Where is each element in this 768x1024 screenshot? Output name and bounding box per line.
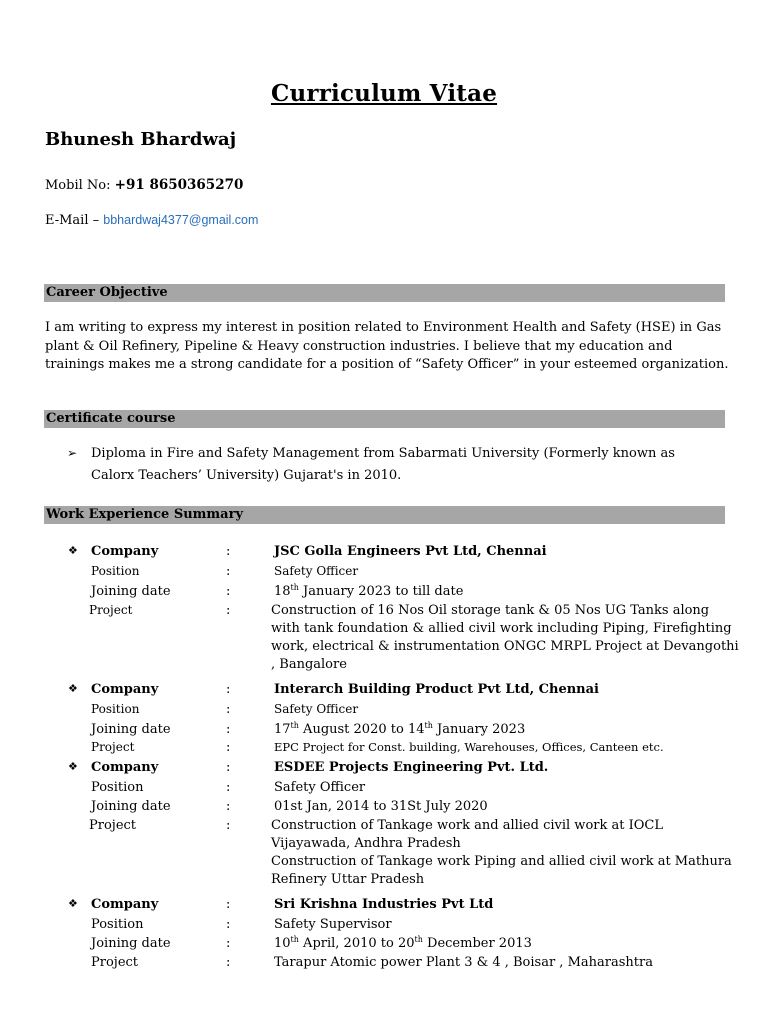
job-1-joining-date: 18th January 2023 to till date (274, 583, 464, 599)
job-3-position: Safety Officer (274, 780, 366, 795)
candidate-name: Bhunesh Bhardwaj (45, 129, 237, 150)
diamond-bullet-icon: ❖ (68, 682, 78, 695)
job-1-project: Construction of 16 Nos Oil storage tank & 05 Nos UG Tanks along with tank foundation & allied civil work including Piping, Firefighting work, electrical & instrumentation ONGC MRPL Project at Devangothi , Bangalore (271, 603, 739, 672)
joining-date-label: Joining date (91, 584, 171, 599)
job-4-position: Safety Supervisor (274, 917, 392, 932)
section-header-career-objective: Career Objective (44, 284, 725, 302)
diamond-bullet-icon: ❖ (68, 544, 78, 557)
project-label: Project (89, 603, 133, 617)
colon: : (226, 740, 231, 755)
job-2-position: Safety Officer (274, 702, 359, 716)
position-label: Position (91, 780, 144, 795)
email-line (45, 213, 258, 228)
job-2-joining-date: 17th August 2020 to 14th January 2023 (274, 721, 526, 737)
job-3-joining-date: 01st Jan, 2014 to 31St July 2020 (274, 799, 488, 814)
joining-date-label: Joining date (91, 799, 171, 814)
company-label: Company (91, 682, 159, 697)
project-label: Project (91, 955, 139, 970)
colon: : (226, 897, 231, 912)
mobile-label: Mobil No: (45, 178, 111, 193)
job-3-company: ESDEE Projects Engineering Pvt. Ltd. (274, 760, 549, 775)
certificate-text: Diploma in Fire and Safety Management from Sabarmati University (Formerly known as Calorx Teachers’ University) Gujarat's in 2010. (91, 446, 675, 483)
colon: : (226, 955, 231, 970)
job-2-company: Interarch Building Product Pvt Ltd, Chennai (274, 682, 599, 697)
arrow-bullet-icon: ➢ (67, 446, 78, 460)
company-label: Company (91, 544, 159, 559)
joining-date-label: Joining date (91, 936, 171, 951)
colon: : (226, 818, 231, 833)
job-4-joining-date: 10th April, 2010 to 20th December 2013 (274, 935, 532, 951)
colon: : (226, 917, 231, 932)
colon: : (226, 564, 231, 579)
job-4-project: Tarapur Atomic power Plant 3 & 4 , Boisar , Maharashtra (274, 955, 653, 970)
mobile-line (45, 177, 243, 193)
job-3-project-2: Construction of Tankage work Piping and allied civil work at Mathura Refinery Uttar Pradesh (271, 854, 732, 887)
project-label: Project (91, 740, 135, 754)
colon: : (226, 603, 231, 618)
colon: : (226, 544, 231, 559)
joining-date-label: Joining date (91, 722, 171, 737)
project-label: Project (89, 818, 137, 833)
colon: : (226, 760, 231, 775)
colon: : (226, 936, 231, 951)
diamond-bullet-icon: ❖ (68, 897, 78, 910)
position-label: Position (91, 917, 144, 932)
career-objective-text: I am writing to express my interest in position related to Environment Health and Safety (HSE) in Gas plant & Oil Refinery, Pipeline & Heavy construction industries. I believe that my education and trainings makes me a strong candidate for a position of “Safety Officer” in your esteemed organization. (45, 320, 729, 372)
document-title: Curriculum Vitae (270, 80, 498, 107)
email-link[interactable]: bbhardwaj4377@gmail.com (103, 213, 259, 227)
colon: : (226, 584, 231, 599)
section-header-certificate: Certificate course (44, 410, 725, 428)
diamond-bullet-icon: ❖ (68, 760, 78, 773)
colon: : (226, 780, 231, 795)
company-label: Company (91, 897, 159, 912)
position-label: Position (91, 702, 140, 716)
job-1-company: JSC Golla Engineers Pvt Ltd, Chennai (274, 544, 547, 559)
colon: : (226, 722, 231, 737)
company-label: Company (91, 760, 159, 775)
job-2-project: EPC Project for Const. building, Warehouses, Offices, Canteen etc. (274, 740, 664, 754)
mobile-number: +91 8650365270 (114, 177, 244, 193)
job-4-company: Sri Krishna Industries Pvt Ltd (274, 897, 494, 912)
job-1-position: Safety Officer (274, 564, 359, 578)
colon: : (226, 702, 231, 717)
email-label: E-Mail – (45, 213, 100, 228)
colon: : (226, 682, 231, 697)
job-3-project-1: Construction of Tankage work and allied civil work at IOCL Vijayawada, Andhra Pradesh (271, 818, 663, 851)
colon: : (226, 799, 231, 814)
section-header-work-experience: Work Experience Summary (44, 506, 725, 524)
position-label: Position (91, 564, 140, 578)
